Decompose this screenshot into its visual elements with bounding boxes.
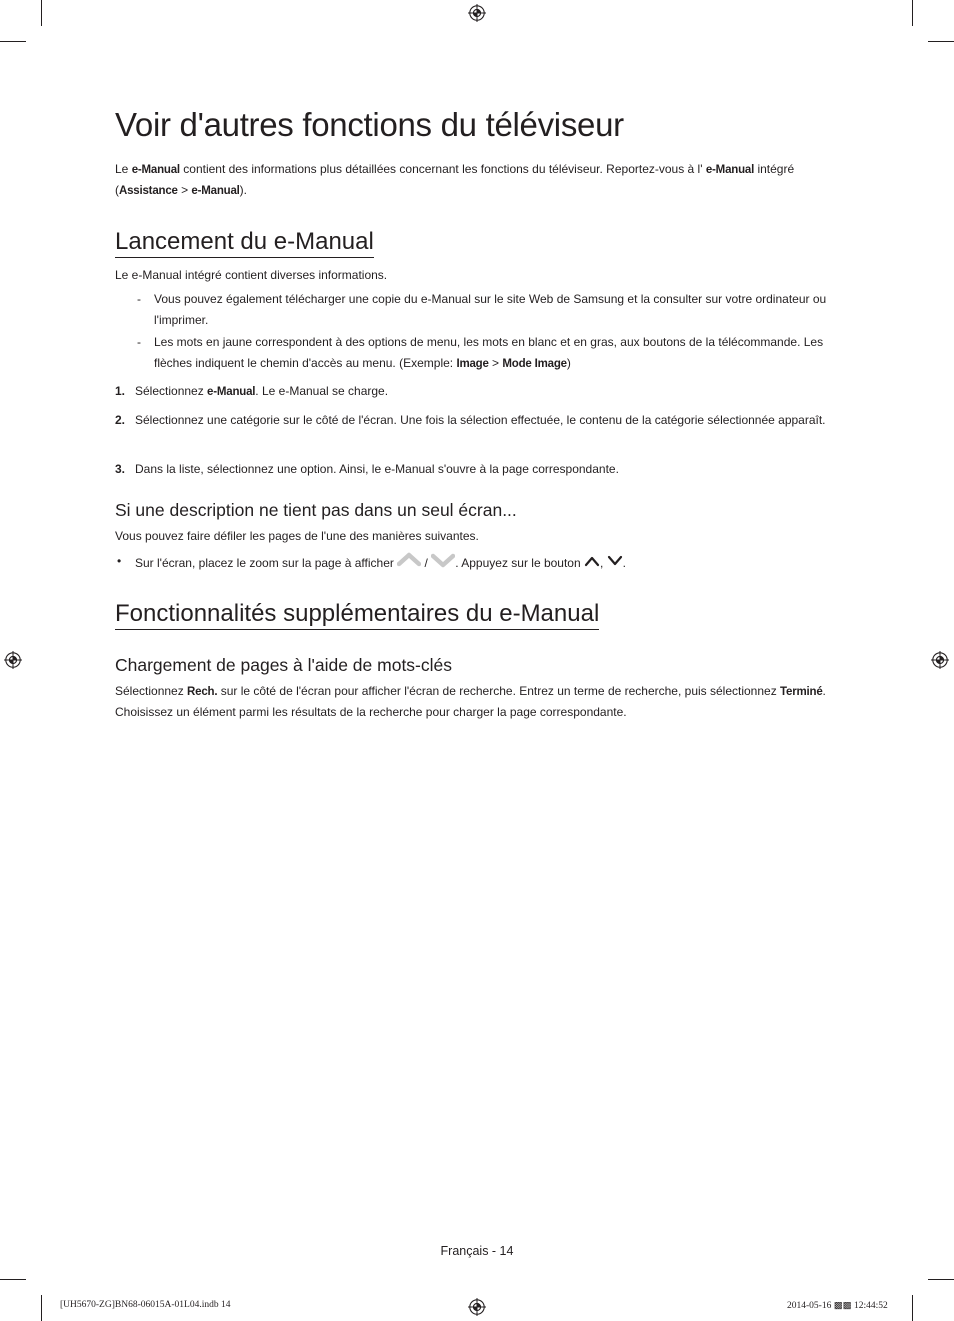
registration-mark-icon (468, 1298, 486, 1316)
step-item: 3. Dans la liste, sélectionnez une option. Ainsi, le e-Manual s'ouvre à la page correspondante. (115, 462, 619, 476)
ui-term: Assistance (119, 184, 178, 197)
chevron-up-icon (584, 554, 600, 573)
step-item: 2. Sélectionnez une catégorie sur le côté de l'écran. Une fois la sélection effectuée, le contenu de la catégorie sélectionnée apparaît. (115, 413, 826, 427)
ui-term: e-Manual (705, 164, 755, 176)
print-file-info: [UH5670-ZG]BN68-06015A-01L04.indb 14 (60, 1300, 231, 1310)
subsection-lead: Vous pouvez faire défiler les pages de l'une des manières suivantes. (115, 529, 479, 543)
registration-mark-icon (931, 651, 949, 669)
bullet-item: • Sur l'écran, placez le zoom sur la page à afficher / . Appuyez sur le bouton , . (115, 552, 827, 576)
section-lead: Le e-Manual intégré contient diverses informations. (115, 268, 388, 282)
crop-mark (41, 1295, 42, 1321)
registration-mark-icon (4, 651, 22, 669)
crop-mark (912, 0, 913, 26)
print-date-info: 2014-05-16 ▩▩ 12:44:52 (787, 1301, 888, 1311)
keywords-paragraph: Sélectionnez Rech. sur le côté de l'écran pour afficher l'écran de recherche. Entrez un terme de recherche, puis sélectionnez Terminé. Choisissez un élément parmi les résultats de la recherche pour charger la page correspondante. (115, 684, 826, 719)
section-heading-fonctionnalites: Fonctionnalités supplémentaires du e-Manual (115, 600, 599, 630)
crop-mark (912, 1295, 913, 1321)
ui-term: Terminé (780, 686, 823, 698)
crop-mark (0, 41, 26, 42)
note-item: - Vous pouvez également télécharger une copie du e-Manual sur le site Web de Samsung et la consulter sur votre ordinateur ou l'imprimer. (137, 292, 827, 327)
crop-mark (928, 1279, 954, 1280)
chevron-down-icon (607, 554, 623, 573)
subsection-heading-keywords: Chargement de pages à l'aide de mots-clés (115, 655, 453, 675)
ui-term: e-Manual (207, 386, 256, 398)
ui-term: e-Manual (131, 164, 180, 176)
scroll-up-icon (397, 551, 421, 575)
crop-mark (41, 0, 42, 26)
crop-mark (928, 41, 954, 42)
section-heading-lancement: Lancement du e-Manual (115, 228, 374, 258)
note-item: - Les mots en jaune correspondent à des options de menu, les mots en blanc et en gras, aux boutons de la télécommande. Les flèches indiquent le chemin d'accès au menu. (Exemple: Image > Mode Image) (137, 335, 824, 370)
ui-term: Rech. (187, 686, 218, 698)
page-number: Français - 14 (440, 1244, 514, 1258)
intro-paragraph: Le e-Manual contient des informations plus détaillées concernant les fonctions du téléviseur. Reportez-vous à l' e-Manual intégré (Assistance > e-Manual). (115, 162, 795, 197)
page-title: Voir d'autres fonctions du téléviseur (115, 106, 624, 143)
subsection-heading-scroll: Si une description ne tient pas dans un seul écran... (115, 500, 517, 520)
ui-term: Image (456, 357, 489, 370)
ui-term: Mode Image (502, 357, 567, 370)
ui-term: e-Manual (191, 184, 240, 197)
scroll-down-icon (431, 551, 455, 575)
crop-mark (0, 1279, 26, 1280)
registration-mark-icon (468, 4, 486, 22)
step-item: 1. Sélectionnez e-Manual. Le e-Manual se charge. (115, 384, 389, 398)
